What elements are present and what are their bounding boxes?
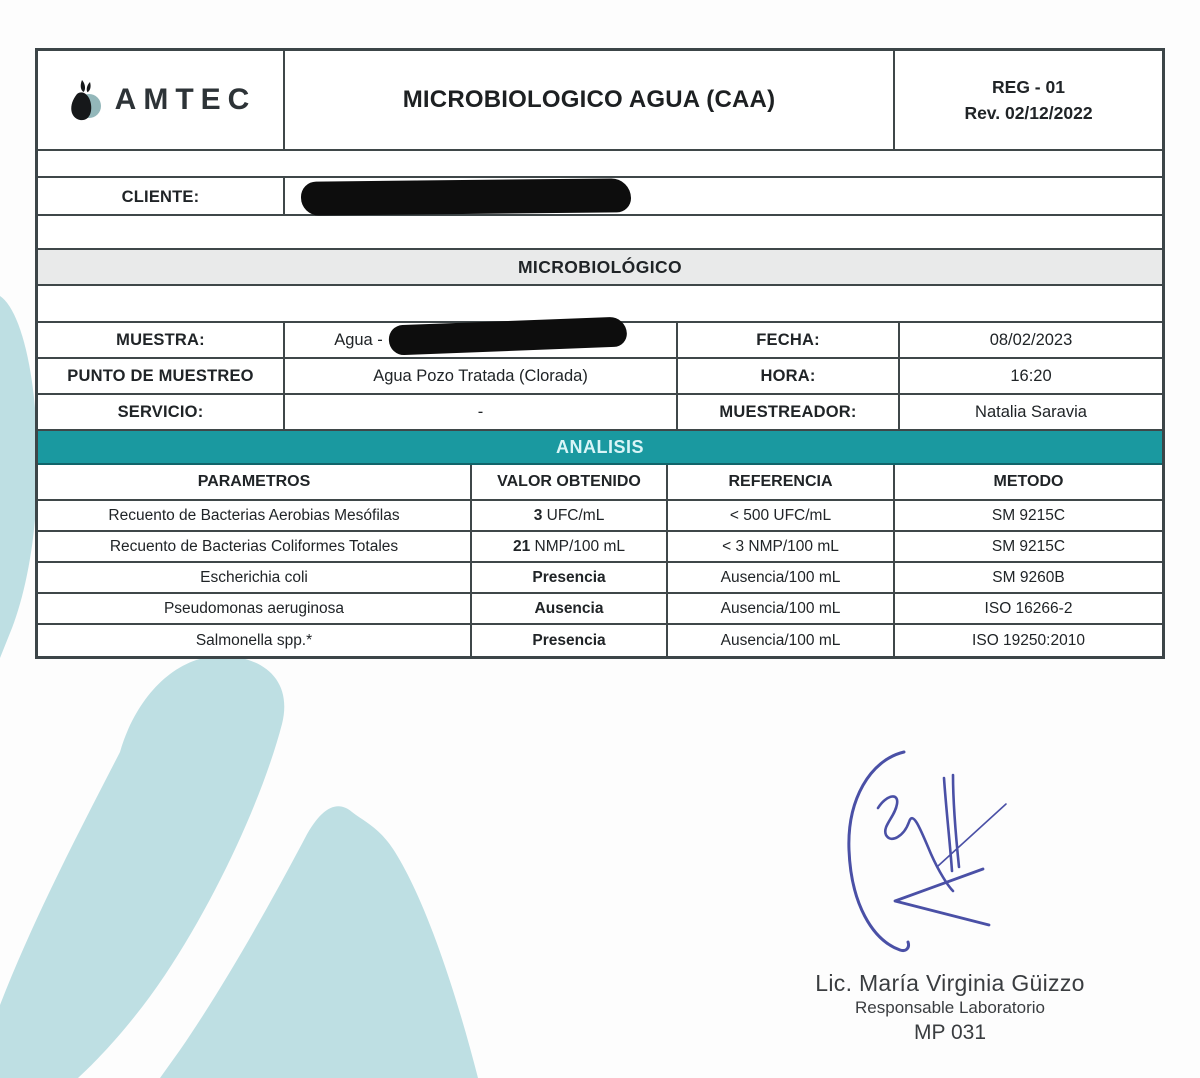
muestra-row [38, 323, 1162, 359]
registry-code: REG - 01 [992, 76, 1065, 97]
amtec-leaf-icon [65, 78, 103, 122]
hora-label-cell [676, 359, 898, 393]
muestreador-value-cell [898, 395, 1162, 429]
metodo-cell: SM 9215C [893, 532, 1162, 561]
metodo-cell: SM 9215C [893, 501, 1162, 530]
punto-value-cell [283, 359, 676, 393]
parametro-cell: Pseudomonas aeruginosa [163, 599, 345, 617]
signer-role: Responsable Laboratorio [855, 998, 1045, 1017]
servicio-label: SERVICIO: [117, 402, 204, 421]
cliente-redaction-marker [301, 178, 631, 215]
servicio-label-cell [38, 395, 283, 429]
metodo-cell: ISO 16266-2 [893, 594, 1162, 623]
spacer-row [38, 151, 1162, 178]
analysis-column-header-row [38, 465, 1162, 501]
signer-license: MP 031 [914, 1021, 986, 1044]
fecha-value: 08/02/2023 [989, 330, 1073, 349]
muestra-value-cell [283, 323, 676, 357]
document-title: MICROBIOLOGICO AGUA (CAA) [402, 86, 776, 113]
col-parametros: PARAMETROS [197, 473, 311, 490]
spacer-row [38, 216, 1162, 250]
logo-wordmark: AMTEC [114, 83, 257, 116]
metodo-cell: SM 9260B [893, 563, 1162, 592]
referencia-cell: Ausencia/100 mL [666, 625, 893, 656]
watermark-left-blob [0, 296, 37, 658]
punto-label-cell [38, 359, 283, 393]
servicio-value-cell [283, 395, 676, 429]
valor-cell: 3 UFC/mL [470, 501, 666, 530]
hora-value: 16:20 [1010, 366, 1052, 385]
valor-cell: Presencia [470, 625, 666, 656]
muestreador-value: Natalia Saravia [975, 402, 1087, 421]
referencia-cell: < 3 NMP/100 mL [666, 532, 893, 561]
muestreador-label: MUESTREADOR: [719, 402, 857, 421]
punto-muestreo-row [38, 359, 1162, 395]
revision-date: Rev. 02/12/2022 [964, 103, 1093, 123]
muestra-label-cell [38, 323, 283, 357]
valor-cell: Presencia [470, 563, 666, 592]
table-row [38, 563, 1162, 594]
handwritten-signature [840, 738, 1035, 973]
parametro-cell: Escherichia coli [200, 568, 308, 586]
analisis-band-cell [38, 431, 1162, 463]
referencia-cell: Ausencia/100 mL [666, 563, 893, 592]
parametro-cell: Salmonella spp.* [195, 631, 313, 649]
servicio-value: - [477, 402, 484, 421]
document-title-cell [283, 51, 893, 149]
microbiologico-band-cell [38, 250, 1162, 284]
valor-cell: Ausencia [470, 594, 666, 623]
muestra-value: Agua - [334, 330, 383, 349]
table-row [38, 625, 1162, 656]
analisis-band [38, 431, 1162, 465]
signer-name: Lic. María Virginia Güizzo [815, 970, 1085, 996]
fecha-label-cell [676, 323, 898, 357]
cliente-label: CLIENTE: [121, 187, 200, 206]
microbiologico-section-band [38, 250, 1162, 286]
document-header-row [38, 51, 1162, 151]
registry-cell [893, 51, 1162, 149]
cliente-row [38, 178, 1162, 216]
signer-block [700, 970, 1200, 1045]
referencia-cell: < 500 UFC/mL [666, 501, 893, 530]
microbiologico-section-title: MICROBIOLÓGICO [517, 256, 683, 277]
muestra-redaction-marker [388, 316, 627, 355]
muestra-label: MUESTRA: [116, 330, 205, 349]
table-row [38, 501, 1162, 532]
muestreador-label-cell [676, 395, 898, 429]
fecha-label: FECHA: [756, 330, 820, 349]
cliente-label-cell [38, 178, 283, 216]
lab-report-document [35, 48, 1165, 659]
col-referencia: REFERENCIA [666, 465, 893, 499]
punto-label: PUNTO DE MUESTREO [67, 366, 254, 385]
parametro-cell: Recuento de Bacterias Aerobias Mesófilas [108, 506, 400, 524]
parametro-cell: Recuento de Bacterias Coliformes Totales [109, 537, 399, 555]
punto-value: Agua Pozo Tratada (Clorada) [373, 366, 588, 385]
analisis-title: ANALISIS [555, 436, 644, 457]
table-row [38, 594, 1162, 625]
cliente-value-cell [283, 178, 1162, 216]
hora-value-cell [898, 359, 1162, 393]
valor-cell: 21 NMP/100 mL [470, 532, 666, 561]
col-valor-obtenido: VALOR OBTENIDO [470, 465, 666, 499]
table-row [38, 532, 1162, 563]
referencia-cell: Ausencia/100 mL [666, 594, 893, 623]
logo [38, 51, 283, 149]
col-metodo: METODO [893, 465, 1162, 499]
hora-label: HORA: [760, 366, 816, 385]
servicio-row [38, 395, 1162, 431]
fecha-value-cell [898, 323, 1162, 357]
metodo-cell: ISO 19250:2010 [893, 625, 1162, 656]
